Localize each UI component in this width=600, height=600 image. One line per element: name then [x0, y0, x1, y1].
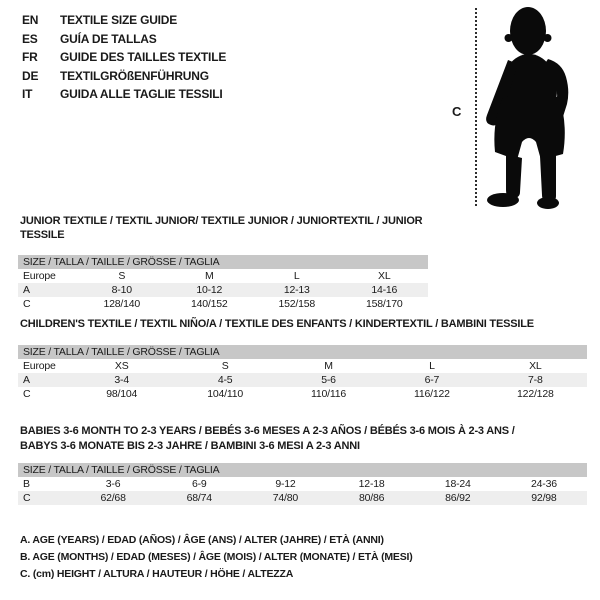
- language-row-en: [22, 11, 226, 30]
- height-cell: 140/152: [190, 298, 228, 310]
- height-cell: 74/80: [272, 492, 299, 504]
- height-cell: 128/140: [103, 298, 141, 310]
- height-cell: 80/86: [358, 492, 385, 504]
- row-label: A: [23, 284, 30, 296]
- size-header-bar: SIZE / TALLA / TAILLE / GRÖSSE / TAGLIA: [18, 345, 587, 359]
- age-cell: 8-10: [111, 284, 132, 296]
- size-cell: L: [429, 360, 435, 372]
- section-title-line2: BABYS 3-6 MONATE BIS 2-3 JAHRE / BAMBINI 3-6 MESI A 2-3 ANNI: [20, 440, 360, 452]
- legend-footnotes: [20, 532, 413, 583]
- age-cell: 10-12: [196, 284, 223, 296]
- age-cell: 7-8: [528, 374, 543, 386]
- language-code: EN: [22, 13, 39, 27]
- age-cell: 12-18: [358, 478, 385, 490]
- size-cell: S: [221, 360, 229, 372]
- section-babies-textile: [18, 424, 587, 505]
- footnote-height: C. (cm) HEIGHT / ALTURA / HAUTEUR / HÖHE / ALTEZZA: [20, 568, 294, 580]
- height-measure-label: C: [452, 104, 462, 119]
- table-row-height: [18, 297, 428, 311]
- age-cell: 14-16: [371, 284, 398, 296]
- row-label: C: [23, 298, 31, 310]
- age-cell: 9-12: [275, 478, 296, 490]
- height-cell: 152/158: [278, 298, 316, 310]
- size-cell: M: [324, 360, 333, 372]
- language-label: GUÍA DE TALLAS: [60, 31, 157, 46]
- height-cell: 116/122: [414, 388, 450, 400]
- row-label: A: [23, 374, 30, 386]
- section-title: JUNIOR TEXTILE / TEXTIL JUNIOR/ TEXTILE JUNIOR / JUNIORTEXTIL / JUNIOR TESSILE: [20, 215, 423, 241]
- height-cell: 62/68: [100, 492, 126, 504]
- height-dotted-line: [475, 8, 477, 206]
- row-label: B: [23, 478, 30, 490]
- size-cell: XL: [529, 360, 542, 372]
- language-label: GUIDE DES TAILLES TEXTILE: [60, 50, 227, 65]
- language-label: TEXTILE SIZE GUIDE: [60, 13, 178, 27]
- age-cell: 18-24: [444, 478, 471, 490]
- size-cell: XL: [378, 270, 391, 282]
- age-cell: 6-9: [191, 478, 207, 490]
- height-cell: 110/116: [311, 388, 347, 400]
- size-header-bar: SIZE / TALLA / TAILLE / GRÖSSE / TAGLIA: [18, 255, 428, 269]
- size-cell: M: [204, 270, 214, 282]
- section-children-textile: [18, 317, 587, 401]
- language-list: [22, 11, 226, 104]
- age-cell: 3-4: [114, 374, 129, 386]
- height-cell: 86/92: [445, 492, 471, 504]
- language-row-it: [22, 85, 226, 104]
- section-junior-textile: [18, 214, 428, 311]
- height-cell: 122/128: [517, 388, 554, 400]
- size-cell: S: [118, 270, 126, 282]
- table-row-age: [18, 283, 428, 297]
- language-code: FR: [22, 50, 38, 65]
- table-row-height: [18, 491, 587, 505]
- size-cell: XS: [114, 360, 129, 372]
- size-header-bar: SIZE / TALLA / TAILLE / GRÖSSE / TAGLIA: [18, 463, 587, 477]
- table-row-europe: [18, 359, 587, 373]
- language-row-de: [22, 67, 226, 86]
- row-label: C: [23, 492, 31, 504]
- size-cell: L: [293, 270, 300, 282]
- row-label: Europe: [23, 270, 56, 282]
- section-title-line1: BABIES 3-6 MONTH TO 2-3 YEARS / BEBÉS 3-6 MESES A 2-3 AÑOS / BÉBÉS 3-6 MOIS À 2-3 ANS /: [20, 425, 515, 437]
- language-row-es: [22, 30, 226, 49]
- section-title: CHILDREN'S TEXTILE / TEXTIL NIÑO/A / TEXTILE DES ENFANTS / KINDERTEXTIL / BAMBINI TESSILE: [20, 318, 534, 330]
- age-cell: 24-36: [531, 478, 557, 490]
- age-cell: 5-6: [321, 374, 336, 386]
- language-label: TEXTILGRÖßENFÜHRUNG: [60, 68, 209, 83]
- table-row-age: [18, 373, 587, 387]
- language-label: GUIDA ALLE TAGLIE TESSILI: [60, 87, 223, 102]
- row-label: Europe: [23, 360, 56, 372]
- baby-silhouette-icon: [482, 4, 578, 212]
- footnote-age-years: A. AGE (YEARS) / EDAD (AÑOS) / ÂGE (ANS) / ALTER (JAHRE) / ETÀ (ANNI): [20, 534, 384, 546]
- age-cell: 4-5: [217, 374, 233, 386]
- table-row-height: [18, 387, 587, 401]
- section-title: [20, 424, 587, 454]
- row-label: C: [23, 388, 31, 400]
- language-code: ES: [22, 31, 38, 46]
- language-code: IT: [22, 87, 33, 102]
- height-cell: 104/110: [207, 388, 243, 400]
- language-row-fr: [22, 48, 226, 67]
- footnote-age-months: B. AGE (MONTHS) / EDAD (MESES) / ÂGE (MOIS) / ALTER (MONATE) / ETÀ (MESI): [20, 551, 413, 563]
- age-cell: 3-6: [105, 478, 121, 490]
- table-row-age-months: [18, 477, 587, 491]
- language-code: DE: [22, 68, 39, 83]
- age-cell: 12-13: [283, 284, 310, 296]
- height-cell: 68/74: [186, 492, 212, 504]
- height-cell: 92/98: [531, 492, 557, 504]
- height-cell: 158/170: [365, 298, 403, 310]
- height-cell: 98/104: [106, 388, 138, 400]
- age-cell: 6-7: [424, 374, 440, 386]
- table-row-europe: [18, 269, 428, 283]
